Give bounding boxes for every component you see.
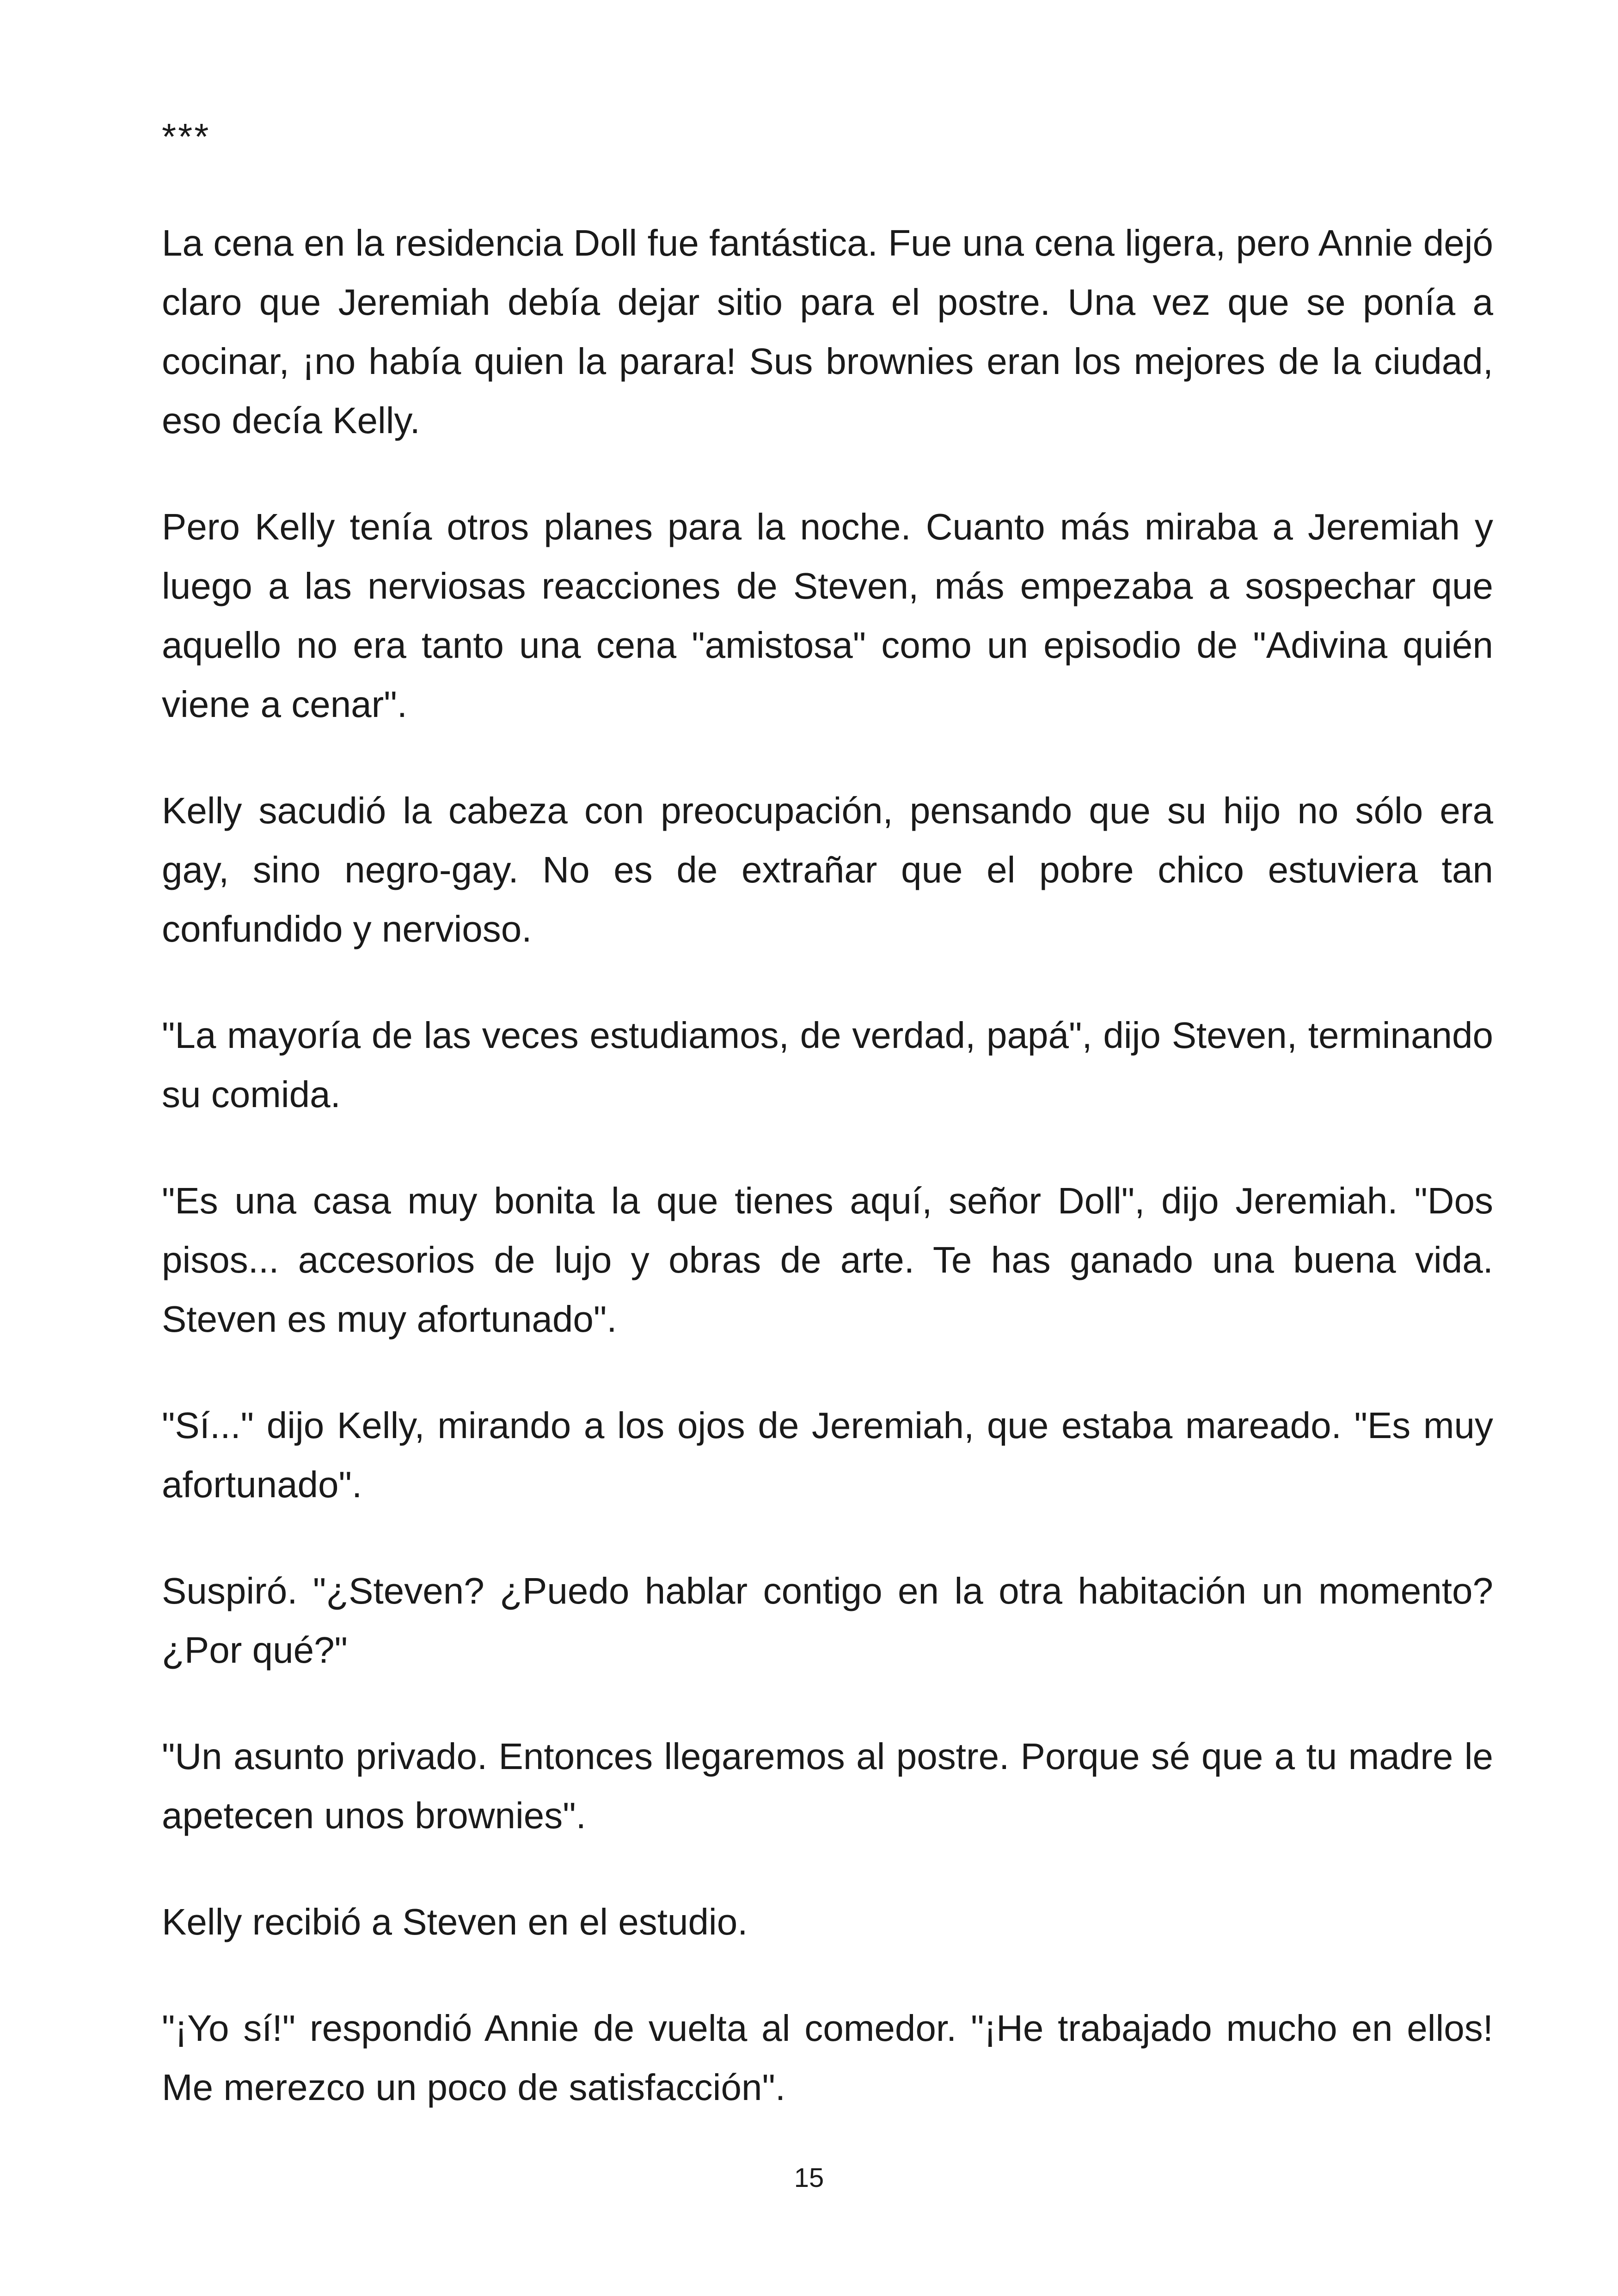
page-number: 15 [794,2163,824,2193]
paragraph-8: "Un asunto privado. Entonces llegaremos al postre. Porque sé que a tu madre le apetecen unos brownies". [162,1736,1493,1836]
paragraph-7: Suspiró. "¿Steven? ¿Puedo hablar contigo en la otra habitación un momento? ¿Por qué?" [162,1570,1493,1671]
paragraph-3: Kelly sacudió la cabeza con preocupación, pensando que su hijo no sólo era gay, sino negro-gay. No es de extrañar que el pobre chico estuviera tan confundido y nervioso. [162,790,1493,949]
paragraph-2: Pero Kelly tenía otros planes para la noche. Cuanto más miraba a Jeremiah y luego a las nerviosas reacciones de Steven, más empezaba a sospechar que aquello no era tanto una cena "amistosa" como un episodio de "Adivina quién viene a cenar". [162,506,1493,725]
paragraph-9: Kelly recibió a Steven en el estudio. [162,1901,748,1942]
page-body [162,107,1493,2117]
paragraph-1: La cena en la residencia Doll fue fantástica. Fue una cena ligera, pero Annie dejó claro que Jeremiah debía dejar sitio para el postre. Una vez que se ponía a cocinar, ¡no había quien la parara! Sus brownies eran los mejores de la ciudad, eso decía Kelly. [162,222,1493,441]
paragraph-4: "La mayoría de las veces estudiamos, de verdad, papá", dijo Steven, terminando su comida. [162,1015,1493,1115]
paragraph-5: "Es una casa muy bonita la que tienes aquí, señor Doll", dijo Jeremiah. "Dos pisos... accesorios de lujo y obras de arte. Te has ganado una buena vida. Steven es muy afortunado". [162,1180,1493,1340]
paragraph-10: "¡Yo sí!" respondió Annie de vuelta al comedor. "¡He trabajado mucho en ellos! Me merezco un poco de satisfacción". [162,2008,1493,2108]
scene-separator: *** [162,116,211,157]
paragraph-6: "Sí..." dijo Kelly, mirando a los ojos de Jeremiah, que estaba mareado. "Es muy afortunado". [162,1405,1493,1505]
